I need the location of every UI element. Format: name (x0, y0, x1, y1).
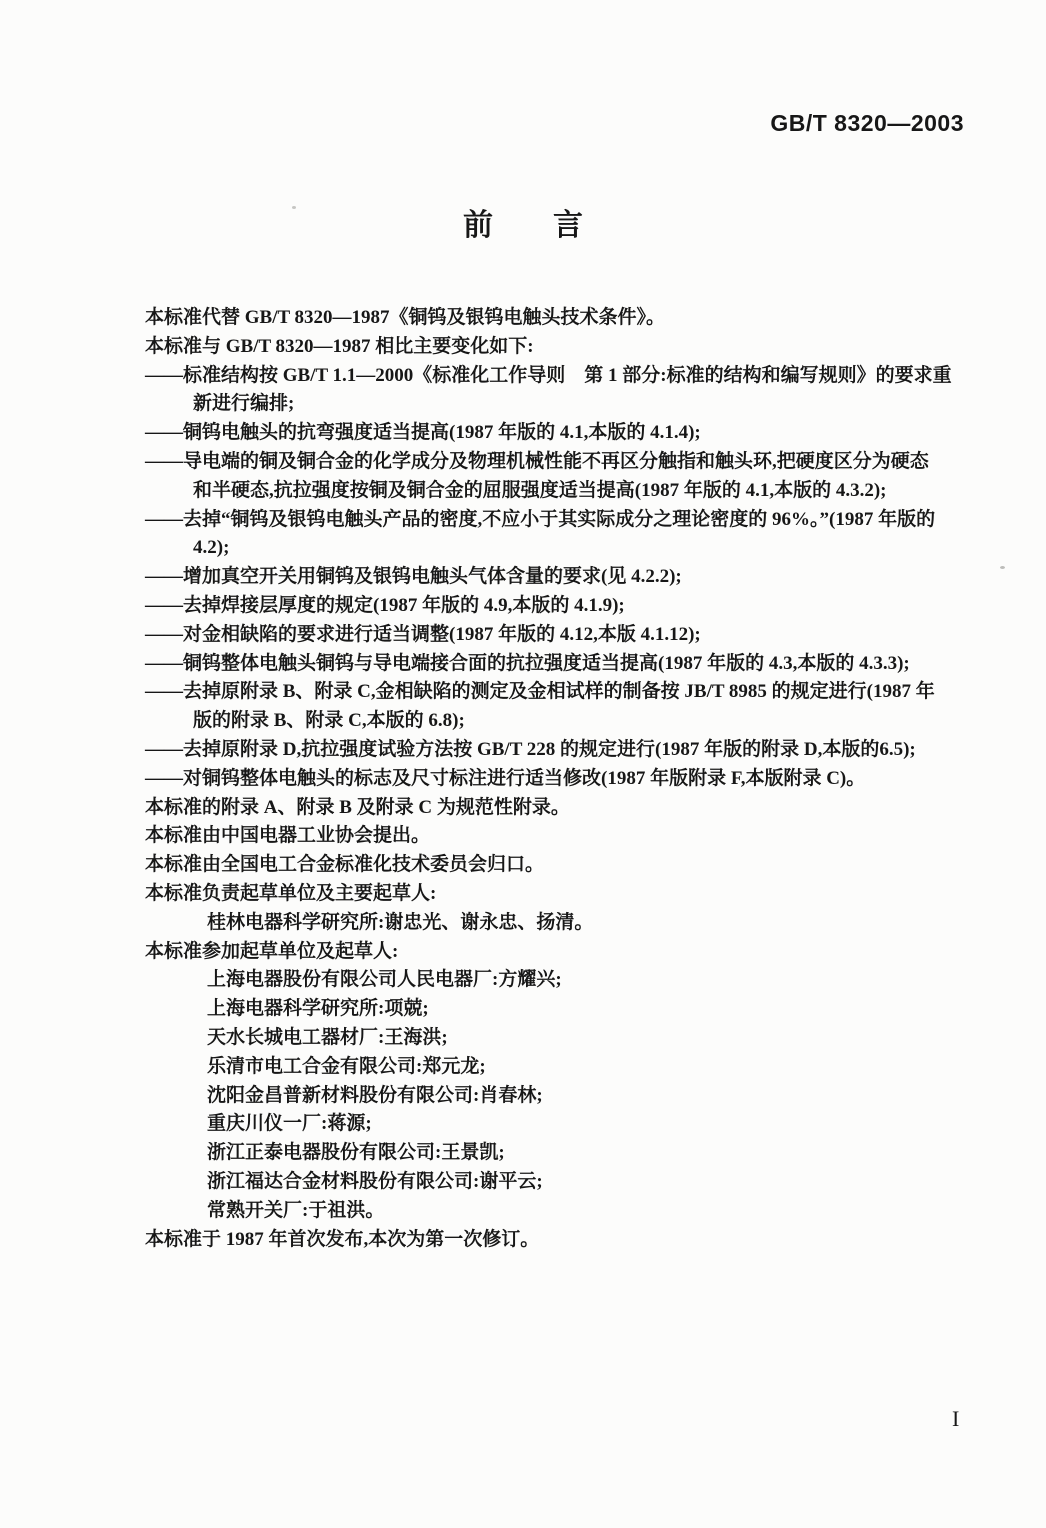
document-line: 沈阳金昌普新材料股份有限公司:肖春林; (207, 1084, 543, 1106)
document-line: 本标准于 1987 年首次发布,本次为第一次修订。 (145, 1228, 540, 1250)
scan-artifact (292, 206, 296, 209)
page-title: 前 言 (463, 209, 583, 242)
document-line: 本标准代替 GB/T 8320—1987《铜钨及银钨电触头技术条件》。 (145, 307, 666, 328)
document-line: 上海电器科学研究所:项兢; (207, 998, 429, 1020)
document-line: 本标准与 GB/T 8320—1987 相比主要变化如下: (145, 335, 534, 357)
page-number: I (952, 1406, 960, 1431)
document-line: 版的附录 B、附录 C,本版的 6.8); (193, 710, 465, 732)
document-line: 本标准的附录 A、附录 B 及附录 C 为规范性附录。 (145, 796, 570, 818)
document-line: ——铜钨整体电触头铜钨与导电端接合面的抗拉强度适当提高(1987 年版的 4.3,本版的 4.3.3); (145, 652, 910, 674)
document-line: 4.2); (193, 537, 230, 559)
document-line: 乐清市电工合金有限公司:郑元龙; (207, 1055, 486, 1077)
document-line: ——对铜钨整体电触头的标志及尺寸标注进行适当修改(1987 年版附录 F,本版附录 C)。 (145, 767, 866, 789)
document-line: ——去掉焊接层厚度的规定(1987 年版的 4.9,本版的 4.1.9); (145, 594, 625, 616)
document-line: ——增加真空开关用铜钨及银钨电触头气体含量的要求(见 4.2.2); (145, 566, 682, 588)
document-line: ——铜钨电触头的抗弯强度适当提高(1987 年版的 4.1,本版的 4.1.4); (145, 422, 701, 444)
document-line: 浙江正泰电器股份有限公司:王景凯; (207, 1142, 505, 1164)
document-line: 重庆川仪一厂:蒋源; (207, 1113, 372, 1135)
document-line: 本标准参加起草单位及起草人: (145, 940, 399, 962)
document-line: 本标准由全国电工合金标准化技术委员会归口。 (145, 854, 545, 876)
document-body (145, 304, 1025, 1254)
document-line: ——导电端的铜及铜合金的化学成分及物理机械性能不再区分触指和触头环,把硬度区分为硬态 (145, 450, 929, 472)
document-line: ——去掉原附录 D,抗拉强度试验方法按 GB/T 228 的规定进行(1987 年版的附录 D,本版的6.5); (145, 738, 916, 760)
scan-artifact (1000, 566, 1005, 569)
document-line: 天水长城电工器材厂:王海洪; (207, 1026, 448, 1048)
document-line: ——标准结构按 GB/T 1.1—2000《标准化工作导则 第 1 部分:标准的结构和编写规则》的要求重 (145, 364, 952, 386)
document-line: 本标准负责起草单位及主要起草人: (145, 882, 437, 904)
document-line: ——对金相缺陷的要求进行适当调整(1987 年版的 4.12,本版 4.1.12); (145, 623, 701, 645)
document-line: 浙江福达合金材料股份有限公司:谢平云; (207, 1170, 543, 1192)
document-line: 新进行编排; (193, 393, 295, 415)
document-line: 上海电器股份有限公司人民电器厂:方耀兴; (207, 969, 562, 991)
document-line: 常熟开关厂:于祖洪。 (207, 1199, 385, 1221)
document-line: ——去掉原附录 B、附录 C,金相缺陷的测定及金相试样的制备按 JB/T 8985 的规定进行(1987 年 (145, 681, 935, 703)
document-line: ——去掉“铜钨及银钨电触头产品的密度,不应小于其实际成分之理论密度的 96%。”(1987 年版的 (145, 508, 936, 530)
standard-code-header: GB/T 8320—2003 (770, 110, 964, 136)
document-line: 桂林电器科学研究所:谢忠光、谢永忠、扬清。 (207, 911, 594, 933)
document-line: 和半硬态,抗拉强度按铜及铜合金的屈服强度适当提高(1987 年版的 4.1,本版的 4.3.2); (193, 479, 887, 501)
document-line: 本标准由中国电器工业协会提出。 (145, 825, 431, 847)
